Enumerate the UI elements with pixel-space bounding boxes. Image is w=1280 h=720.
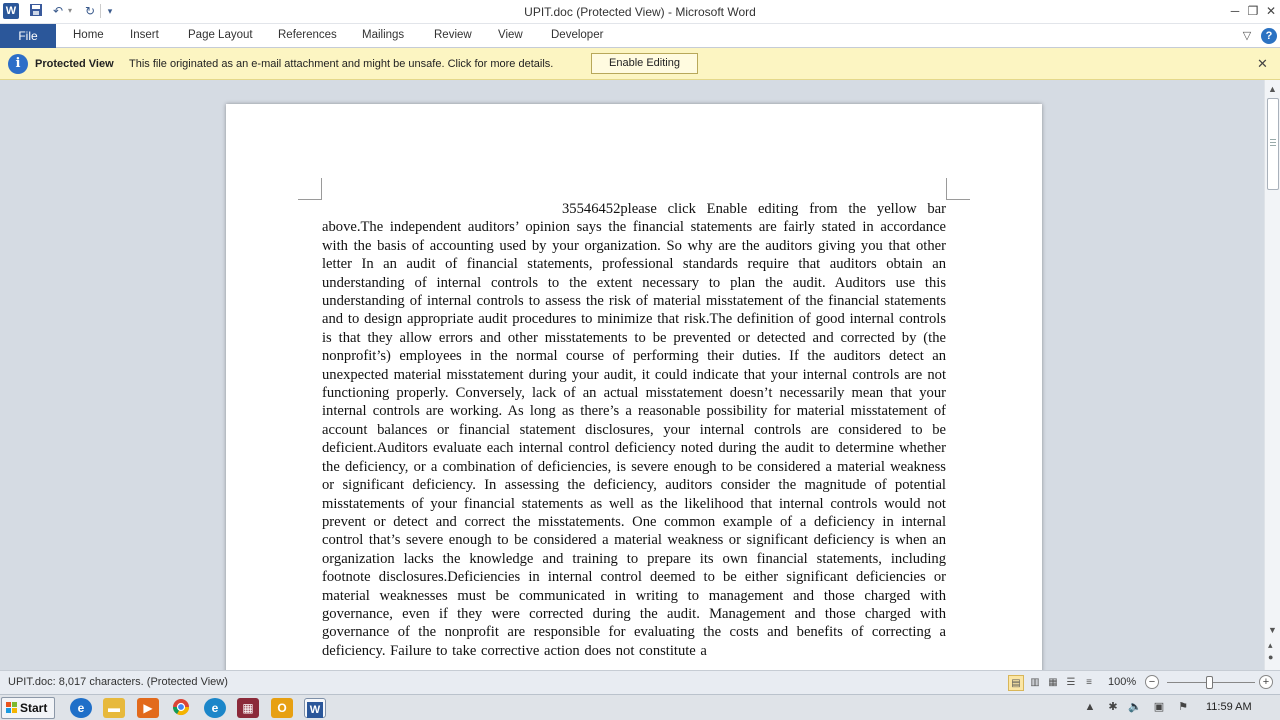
volume-icon[interactable]: 🔈 [1128, 701, 1142, 713]
file-explorer-icon[interactable]: ▬ [103, 698, 125, 718]
zoom-percentage[interactable]: 100% [1108, 676, 1137, 688]
tab-developer[interactable]: Developer [551, 29, 604, 41]
select-browse-object-icon[interactable]: ● [1268, 652, 1274, 662]
status-bar [0, 670, 1280, 694]
media-player-icon[interactable]: ▶ [137, 698, 159, 718]
chrome-icon[interactable] [170, 698, 192, 718]
action-center-flag-icon[interactable]: ⚑ [1178, 701, 1188, 713]
help-icon[interactable]: ? [1261, 28, 1277, 44]
title-bar [0, 0, 1280, 24]
close-protected-view-icon[interactable]: ✕ [1257, 56, 1268, 71]
start-label: Start [20, 701, 48, 715]
taskbar-clock[interactable]: 11:59 AM [1206, 701, 1252, 713]
scroll-grip [1270, 139, 1276, 140]
enable-editing-button[interactable]: Enable Editing [591, 53, 698, 74]
crop-mark-top-left [298, 178, 322, 200]
print-layout-view-icon[interactable]: ▤ [1008, 675, 1024, 691]
protected-view-bar[interactable] [0, 48, 1280, 80]
word-icon: W [307, 702, 323, 718]
minimize-button[interactable]: ─ [1230, 4, 1240, 18]
tab-home[interactable]: Home [73, 29, 104, 41]
vertical-scrollbar[interactable] [1264, 80, 1280, 670]
restore-button[interactable]: ❐ [1247, 4, 1259, 18]
tab-page-layout[interactable]: Page Layout [188, 29, 253, 41]
undo-icon[interactable]: ↶ [52, 4, 64, 18]
scroll-grip [1270, 145, 1276, 146]
show-hidden-icons[interactable]: ▲ [1084, 701, 1096, 713]
ribbon-tabs [0, 24, 1280, 48]
edge-icon[interactable]: e [204, 698, 226, 718]
info-icon: i [8, 54, 28, 74]
status-text[interactable]: UPIT.doc: 8,017 characters. (Protected View) [8, 676, 228, 688]
redo-icon[interactable]: ↻ [84, 4, 96, 18]
internet-explorer-icon[interactable]: e [70, 698, 92, 718]
winrar-icon[interactable]: ▦ [237, 698, 259, 718]
outline-view-icon[interactable]: ☰ [1066, 677, 1076, 688]
scroll-grip [1270, 142, 1276, 143]
previous-page-icon[interactable]: ▴ [1268, 640, 1273, 650]
ribbon-collapse-icon[interactable]: ▽ [1242, 30, 1252, 42]
word-logo-icon[interactable]: W [3, 3, 19, 19]
tab-insert[interactable]: Insert [130, 29, 159, 41]
scroll-thumb[interactable] [1267, 98, 1279, 190]
document-body-text[interactable]: 35546452please click Enable editing from the yellow bar above.The independent auditors’ opinion says the financial statements are fairly stated in accordance with the basis of accounting used by your organization. So why are the auditors giving you that other letter In an audit of financial statements, professional standards require that auditors obtain an understanding of internal controls to the extent necessary to plan the audit. Auditors use this understanding of internal controls to assess the risk of material misstatement of the financial statements and to design appropriate audit procedures to minimize that risk.The definition of good internal controls is that they allow errors and other misstatements to be prevented or detected and corrected by (the nonprofit’s) employees in the normal course of performing their duties. If the auditors detect an unexpected material misstatement during your audit, it could indicate that your internal controls are not functioning properly. Conversely, lack of an actual misstatement doesn’t necessarily mean that your internal controls are working. As long as there’s a reasonable possibility for material misstatement of account balances or financial statement disclosures, your internal controls are considered to be deficient.Auditors evaluate each internal control deficiency noted during the audit to determine whether the deficiency, or a combination of deficiencies, is severe enough to be considered a material weakness or significant deficiency. In assessing the deficiency, auditors consider the magnitude of potential misstatements of your financial statements as well as the likelihood that internal controls would not prevent or detect and correct the misstatements. One common example of a deficiency in internal control that’s severe enough to be considered a material weakness or significant deficiency is when an organization lacks the knowledge and training to prepare its own financial statements, including footnote disclosures.Deficiencies in internal control deemed to be either significant deficiencies or material weaknesses must be communicated in writing to management and those charged with governance, even if they were corrected during the audit. Management and those charged with governance of the nonprofit are responsible for evaluating the costs and benefits of correcting a deficiency. Failure to take corrective action does not constitute a [322, 201, 946, 659]
draft-view-icon[interactable]: ≡ [1086, 677, 1092, 688]
tab-review[interactable]: Review [434, 29, 472, 41]
outlook-icon[interactable]: O [271, 698, 293, 718]
web-layout-icon[interactable]: ▦ [1048, 677, 1058, 688]
protected-view-message[interactable]: This file originated as an e-mail attachment and might be unsafe. Click for more details. [129, 58, 554, 70]
zoom-in-button[interactable]: + [1259, 675, 1273, 689]
tab-view[interactable]: View [498, 29, 523, 41]
network-icon[interactable]: ▣ [1153, 701, 1165, 713]
windows-logo-icon [6, 702, 18, 714]
word-taskbar-button[interactable] [304, 698, 326, 718]
tab-references[interactable]: References [278, 29, 337, 41]
scroll-up-icon[interactable]: ▲ [1268, 84, 1277, 94]
tab-file[interactable]: File [0, 24, 56, 48]
close-button[interactable]: ✕ [1265, 4, 1277, 18]
undo-dropdown-icon[interactable]: ▾ [67, 6, 72, 15]
tab-mailings[interactable]: Mailings [362, 29, 405, 41]
taskbar [0, 694, 1280, 720]
document-area[interactable] [0, 80, 1264, 670]
full-screen-reading-icon[interactable]: ▥ [1030, 677, 1040, 688]
start-button[interactable] [1, 697, 55, 719]
zoom-slider-thumb[interactable] [1206, 676, 1213, 689]
window-title: UPIT.doc (Protected View) - Microsoft Word [524, 5, 756, 19]
document-page[interactable] [226, 104, 1042, 670]
zoom-out-button[interactable]: − [1145, 675, 1159, 689]
customize-qat-icon[interactable]: ▾ [107, 6, 113, 16]
crop-mark-top-right [946, 178, 970, 200]
bluetooth-icon[interactable]: ✱ [1108, 701, 1118, 713]
protected-view-title: Protected View [35, 58, 114, 70]
scroll-down-icon[interactable]: ▼ [1268, 625, 1277, 635]
